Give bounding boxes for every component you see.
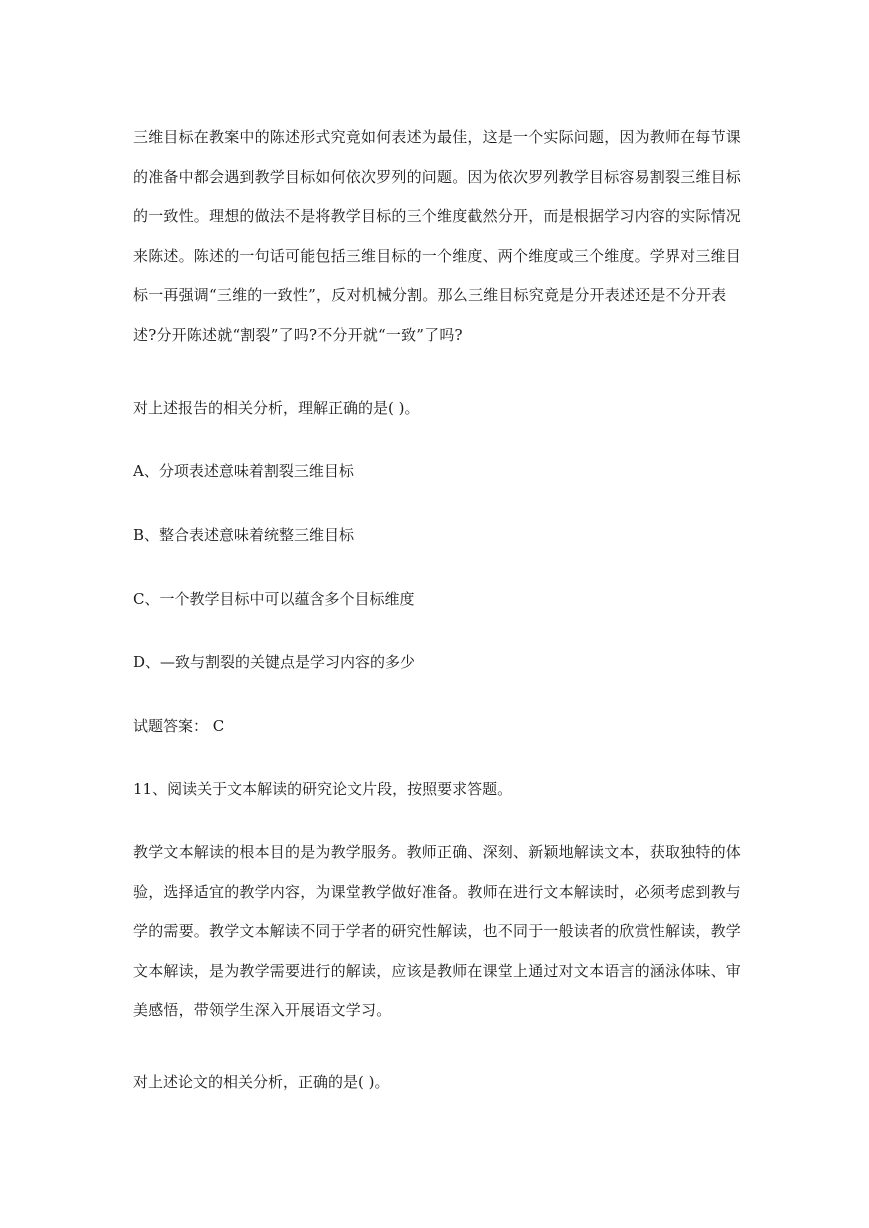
question-2-stem: 对上述论文的相关分析，正确的是( )。 (133, 1073, 390, 1091)
passage-1 (133, 118, 749, 356)
question-1-option-d: D、—致与割裂的关键点是学习内容的多少 (133, 653, 416, 671)
passage-2-line: 文本解读，是为教学需要进行的解读，应该是教师在课堂上通过对文本语言的涵泳体味、审 (133, 961, 742, 980)
passage-1-line: 述?分开陈述就“割裂”了吗?不分开就“一致”了吗? (133, 325, 463, 344)
passage-2-line: 美感悟，带领学生深入开展语文学习。 (133, 1001, 392, 1020)
passage-2-line: 学的需要。教学文本解读不同于学者的研究性解读，也不同于一般读者的欣赏性解读，教学 (133, 922, 742, 941)
question-2-title: 11、阅读关于文本解读的研究论文片段，按照要求答题。 (133, 780, 513, 798)
question-1-stem: 对上述报告的相关分析，理解正确的是( )。 (133, 399, 420, 417)
question-1-option-c: C、一个教学目标中可以蕴含多个目标维度 (133, 590, 415, 608)
passage-2 (133, 833, 749, 1031)
question-1-option-b: B、整合表述意味着统整三维目标 (133, 526, 355, 544)
passage-1-line: 的一致性。理想的做法不是将教学目标的三个维度截然分开，而是根据学习内容的实际情况 (133, 207, 742, 226)
passage-1-line: 来陈述。陈述的一句话可能包括三维目标的一个维度、两个维度或三个维度。学界对三维目 (133, 246, 742, 265)
passage-2-line: 教学文本解读的根本目的是为教学服务。教师正确、深刻、新颖地解读文本，获取独特的体 (133, 843, 742, 861)
passage-2-line: 验，选择适宜的教学内容，为课堂教学做好准备。教师在进行文本解读时，必须考虑到教与 (133, 882, 742, 901)
passage-1-line: 的准备中都会遇到教学目标如何依次罗列的问题。因为依次罗列教学目标容易割裂三维目标 (133, 167, 742, 186)
passage-1-line: 三维目标在教案中的陈述形式究竟如何表述为最佳，这是一个实际问题，因为教师在每节课 (133, 128, 742, 146)
passage-1-line: 标一再强调“三维的一致性”，反对机械分割。那么三维目标究竟是分开表述还是不分开表 (133, 286, 727, 305)
question-1-answer: 试题答案： C (133, 717, 225, 735)
question-1-option-a: A、分项表述意味着割裂三维目标 (133, 462, 354, 480)
